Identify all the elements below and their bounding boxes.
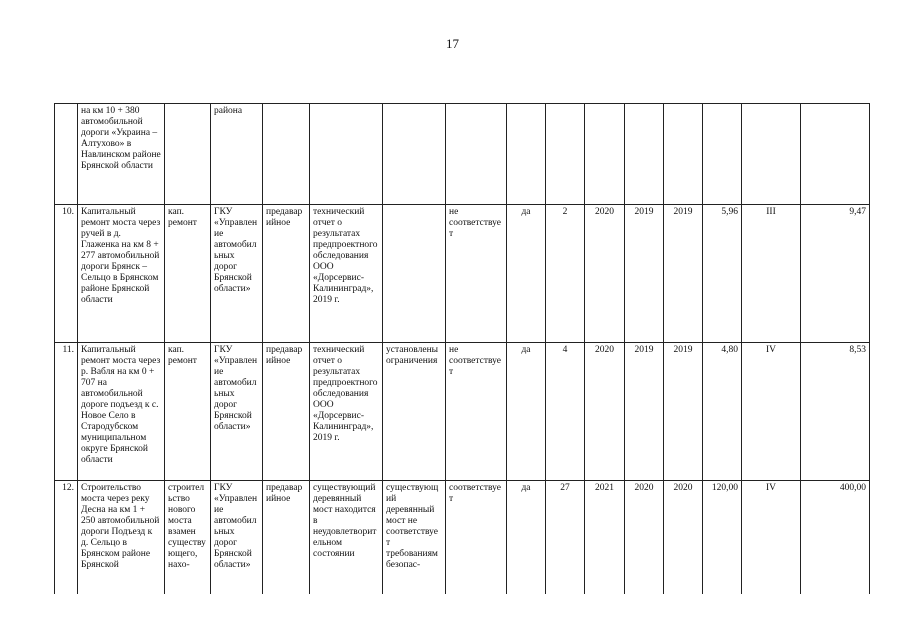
count: 4	[546, 343, 585, 481]
technical-state	[263, 104, 310, 205]
length: 120,00	[703, 481, 742, 621]
work-type: строительство нового моста взамен существующего, нахо-	[165, 481, 211, 621]
length	[703, 104, 742, 205]
year-1	[585, 104, 625, 205]
row-number: 10.	[55, 205, 78, 343]
bridge-repair-table	[54, 103, 870, 621]
work-type	[165, 104, 211, 205]
compliance	[446, 104, 507, 205]
category: IV	[742, 343, 801, 481]
year-3: 2020	[664, 481, 703, 621]
category: IV	[742, 481, 801, 621]
length: 5,96	[703, 205, 742, 343]
compliance: не соответствует	[446, 205, 507, 343]
restrictions	[383, 104, 446, 205]
year-1: 2021	[585, 481, 625, 621]
object-name: Капитальный ремонт моста через р. Вабля на км 0 + 707 на автомобильной дороге подъезд к с. Новое Село в Стародубском муниципальном округе Брянской области	[78, 343, 165, 481]
flag	[507, 104, 546, 205]
year-1: 2020	[585, 343, 625, 481]
restrictions	[383, 205, 446, 343]
object-name: Капитальный ремонт моста через ручей в д. Глаженка на км 8 + 277 автомобильной дороги Брянск – Сельцо в Брянском районе Брянской области	[78, 205, 165, 343]
basis-document: технический отчет о результатах предпроектного обследования ООО «Дорсервис-Калининград», 2019 г.	[310, 343, 383, 481]
row-number	[55, 104, 78, 205]
year-1: 2020	[585, 205, 625, 343]
row-number: 12.	[55, 481, 78, 621]
cost: 400,00	[801, 481, 870, 621]
flag: да	[507, 343, 546, 481]
flag: да	[507, 481, 546, 621]
year-2: 2020	[625, 481, 664, 621]
year-3	[664, 104, 703, 205]
count	[546, 104, 585, 205]
restrictions: установлены ограничения	[383, 343, 446, 481]
year-2: 2019	[625, 343, 664, 481]
cost: 8,53	[801, 343, 870, 481]
compliance: соответствует	[446, 481, 507, 621]
category	[742, 104, 801, 205]
compliance: не соответствует	[446, 343, 507, 481]
category: III	[742, 205, 801, 343]
customer: ГКУ «Управление автомобильных дорог Брянской области»	[211, 205, 263, 343]
year-3: 2019	[664, 343, 703, 481]
customer: ГКУ «Управление автомобильных дорог Брянской области»	[211, 481, 263, 621]
object-name: на км 10 + 380 автомобильной дороги «Украина – Алтухово» в Навлинском районе Брянской области	[78, 104, 165, 205]
table-row	[55, 343, 870, 481]
customer: района	[211, 104, 263, 205]
work-type: кап. ремонт	[165, 343, 211, 481]
count: 27	[546, 481, 585, 621]
year-2: 2019	[625, 205, 664, 343]
year-3: 2019	[664, 205, 703, 343]
basis-document	[310, 104, 383, 205]
object-name: Строительство моста через реку Десна на км 1 + 250 автомобильной дороги Подъезд к д. Сельцо в Брянском районе Брянской	[78, 481, 165, 621]
technical-state: предаварийное	[263, 481, 310, 621]
year-2	[625, 104, 664, 205]
flag: да	[507, 205, 546, 343]
page-bottom-margin	[0, 594, 905, 640]
work-type: кап. ремонт	[165, 205, 211, 343]
basis-document: существующий деревянный мост находится в неудовлетворительном состоянии	[310, 481, 383, 621]
technical-state: предаварийное	[263, 343, 310, 481]
technical-state: предаварийное	[263, 205, 310, 343]
count: 2	[546, 205, 585, 343]
table-row	[55, 104, 870, 205]
basis-document: технический отчет о результатах предпроектного обследования ООО «Дорсервис-Калининград», 2019 г.	[310, 205, 383, 343]
table-row	[55, 205, 870, 343]
page-number: 17	[446, 36, 459, 51]
customer: ГКУ «Управление автомобильных дорог Брянской области»	[211, 343, 263, 481]
cost	[801, 104, 870, 205]
cost: 9,47	[801, 205, 870, 343]
row-number: 11.	[55, 343, 78, 481]
restrictions: существующий деревянный мост не соответствует требованиям безопас-	[383, 481, 446, 621]
length: 4,80	[703, 343, 742, 481]
